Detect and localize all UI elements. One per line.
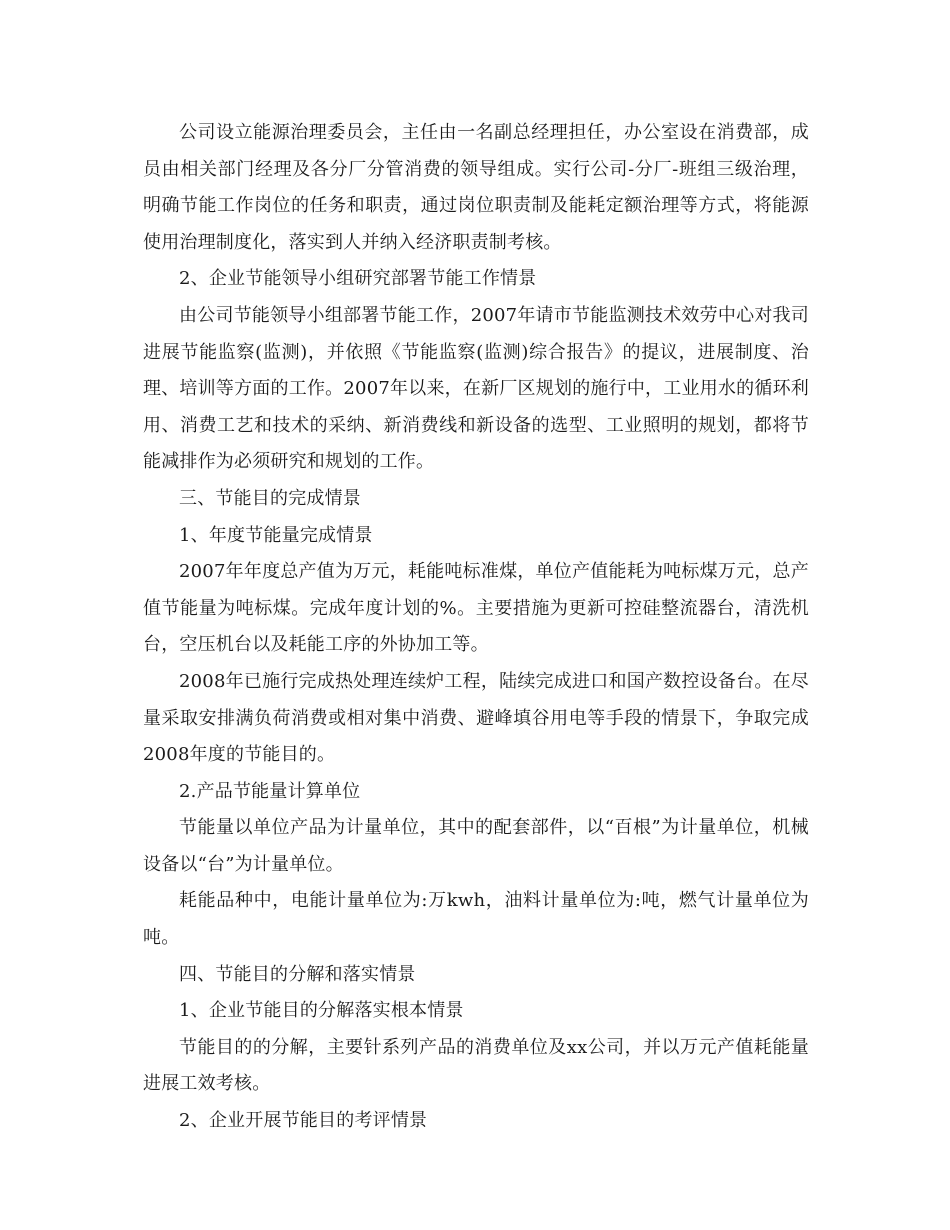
heading-decomposition-basics: 1、企业节能目的分解落实根本情景 — [179, 1000, 464, 1022]
paragraph-measurement-units: 节能量以单位产品为计量单位，其中的配套部件，以“百根”为计量单位，机械设备以“台”为计量单位。 — [143, 817, 809, 875]
paragraph-energy-committee: 公司设立能源治理委员会，主任由一名副总经理担任，办公室设在消费部，成员由相关部门经理及各分厂分管消费的领导组成。实行公司-分厂-班组三级治理，明确节能工作岗位的任务和职责，通过岗位职责制及能耗定额治理等方式，将能源使用治理制度化，落实到人并纳入经济职责制考核。 — [143, 122, 809, 253]
paragraph-leadership-work: 由公司节能领导小组部署节能工作，2007年请市节能监测技术效劳中心对我司进展节能监察(监测)，并依照《节能监察(监测)综合报告》的提议，进展制度、治理、培训等方面的工作。2007年以来，在新厂区规划的施行中，工业用水的循环利用、消费工艺和技术的采纳、新消费线和新设备的选型、工业照明的规划，都将节能减排作为必须研究和规划的工作。 — [143, 304, 809, 473]
heading-target-decomposition: 四、节能目的分解和落实情景 — [179, 963, 416, 985]
document-body — [143, 115, 809, 1140]
heading-target-evaluation: 2、企业开展节能目的考评情景 — [179, 1110, 428, 1132]
paragraph-energy-types: 耗能品种中，电能计量单位为:万kwh，油料计量单位为:吨，燃气计量单位为吨。 — [143, 890, 809, 949]
paragraph-2007-output: 2007年年度总产值为万元，耗能吨标准煤，单位产值能耗为吨标煤万元，总产值节能量为吨标煤。完成年度计划的%。主要措施为更新可控硅整流器台，清洗机台，空压机台以及耗能工序的外协加工等。 — [143, 561, 809, 656]
heading-unit-calculation: 2.产品节能量计算单位 — [179, 780, 361, 802]
heading-annual-savings: 1、年度节能量完成情景 — [179, 524, 373, 546]
heading-leadership-group: 2、企业节能领导小组研究部署节能工作情景 — [179, 268, 537, 290]
heading-target-completion: 三、节能目的完成情景 — [179, 487, 361, 509]
paragraph-decomposition-detail: 节能目的的分解，主要针系列产品的消费单位及xx公司，并以万元产值耗能量进展工效考核。 — [143, 1036, 809, 1095]
paragraph-2008-plan: 2008年已施行完成热处理连续炉工程，陆续完成进口和国产数控设备台。在尽量采取安排满负荷消费或相对集中消费、避峰填谷用电等手段的情景下，争取完成2008年度的节能目的。 — [143, 670, 809, 766]
